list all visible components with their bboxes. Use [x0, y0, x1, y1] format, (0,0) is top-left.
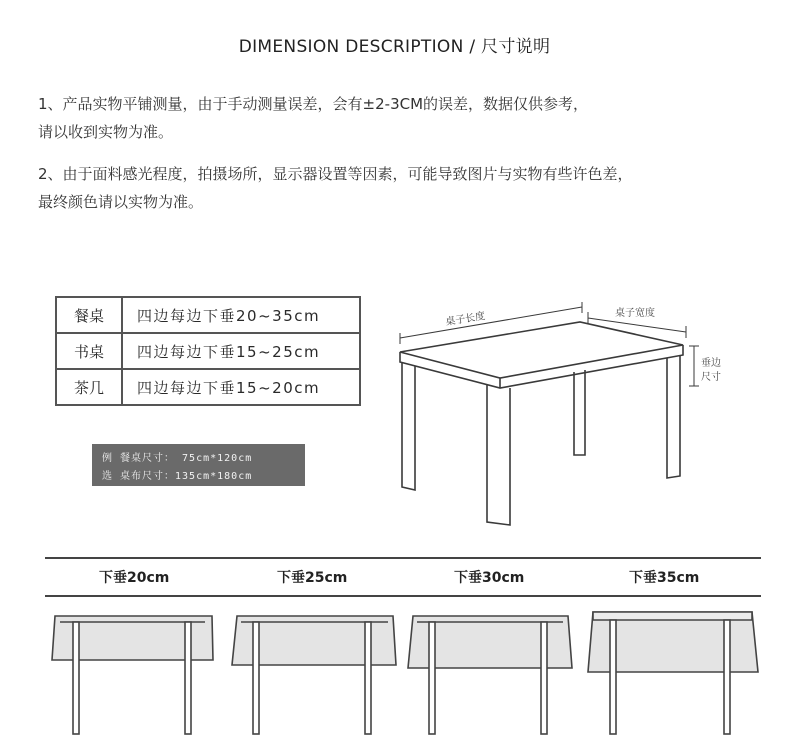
note-1-line-1: 1、产品实物平铺测量，由于手动测量误差，会有±2-3CM的误差，数据仅供参考， [38, 95, 589, 113]
drop-label: 下垂30cm [454, 570, 525, 586]
drop-illustration-20 [52, 616, 213, 734]
note-2-line-2: 最终颜色请以实物为准。 [38, 193, 204, 211]
example-line-2: 选 桌布尺寸：135cm*180cm [102, 471, 253, 482]
table-type-cell: 茶几 [56, 369, 122, 405]
page-title: DIMENSION DESCRIPTION / 尺寸说明 [238, 37, 551, 57]
table-drop-cell: 四边每边下垂20~35cm [122, 297, 360, 333]
note-1-line-2: 请以收到实物为准。 [38, 123, 174, 141]
drop-label-2: 尺寸 [701, 372, 721, 383]
table-type-cell: 书桌 [56, 333, 122, 369]
drop-label: 下垂20cm [99, 570, 170, 586]
drop-label: 下垂25cm [277, 570, 348, 586]
example-line-1: 例 餐桌尺寸： 75cm*120cm [102, 453, 253, 464]
drop-illustration-25 [232, 616, 396, 734]
table-type-cell: 餐桌 [56, 297, 122, 333]
drop-illustration-35 [588, 612, 758, 734]
drop-illustration-30 [408, 616, 572, 734]
length-label: 桌子长度 [444, 310, 486, 329]
table-drop-cell: 四边每边下垂15~25cm [122, 333, 360, 369]
drop-label: 下垂35cm [629, 570, 700, 586]
drop-label-1: 垂边 [701, 358, 721, 369]
note-2-line-1: 2、由于面料感光程度，拍摄场所，显示器设置等因素，可能导致图片与实物有些许色差， [38, 165, 633, 183]
table-drop-cell: 四边每边下垂15~20cm [122, 369, 360, 405]
width-label: 桌子宽度 [615, 308, 655, 319]
